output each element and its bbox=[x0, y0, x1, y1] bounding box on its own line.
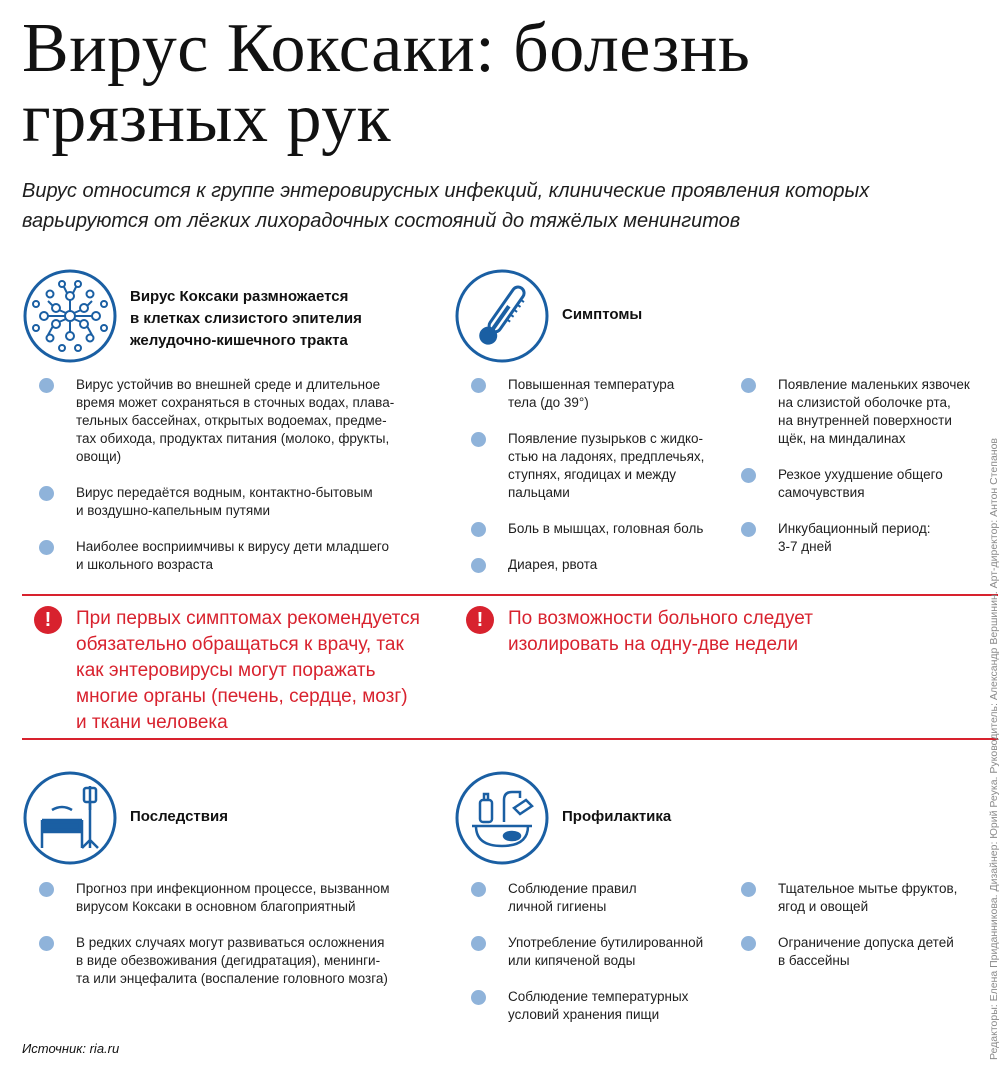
subtitle: Вирус относится к группе энтеровирусных инфекций, клинические проявления которых варьируются от лёгких лихорадочных состояний до тяжёлых менингитов bbox=[22, 180, 870, 232]
bullet-dot bbox=[471, 432, 486, 447]
bullet-dot bbox=[39, 486, 54, 501]
bullet-dot bbox=[471, 882, 486, 897]
title-line-1: Вирус Коксаки: болезнь bbox=[22, 10, 751, 87]
list-item: Вирус устойчив во внешней среде и длительное время может сохраняться в сточных водах, плава- тельных бассейнах, открытых водоемах, предме- тах обихода, продуктах питания (молоко, фрукты, овощи) bbox=[76, 376, 396, 466]
bullet-dot bbox=[741, 882, 756, 897]
list-item: Резкое ухудшение общего самочувствия bbox=[778, 466, 978, 502]
consequences-title: Последствия bbox=[130, 808, 228, 825]
symptoms-title: Симптомы bbox=[562, 306, 643, 323]
bullet-dot bbox=[39, 882, 54, 897]
virus-cells-icon bbox=[22, 268, 118, 364]
bullet-dot bbox=[471, 990, 486, 1005]
bullet-dot bbox=[741, 522, 756, 537]
prevention-title: Профилактика bbox=[562, 808, 672, 825]
list-item: Диарея, рвота bbox=[508, 556, 728, 574]
bullet-dot bbox=[471, 378, 486, 393]
page-title bbox=[22, 10, 922, 157]
list-item: Ограничение допуска детей в бассейны bbox=[778, 934, 978, 970]
list-item: Наиболее восприимчивы к вирусу дети младшего и школьного возраста bbox=[76, 538, 396, 574]
bullet-dot bbox=[39, 936, 54, 951]
virus-title: Вирус Коксаки размножается в клетках слизистого эпителия желудочно-кишечного тракта bbox=[130, 288, 362, 349]
title-line-2: грязных рук bbox=[22, 80, 392, 157]
source-note: Источник: ria.ru bbox=[22, 1041, 120, 1056]
list-item: Прогноз при инфекционном процессе, вызванном вирусом Коксаки в основном благоприятный bbox=[76, 880, 406, 916]
bullet-dot bbox=[471, 936, 486, 951]
list-item: Инкубационный период: 3-7 дней bbox=[778, 520, 978, 556]
bullet-dot bbox=[741, 468, 756, 483]
warning-text: При первых симптомах рекомендуется обязательно обращаться к врачу, так как энтеровирусы могут поражать многие органы (печень, сердце, мозг) и ткани человека bbox=[76, 608, 420, 733]
list-item: Тщательное мытье фруктов, ягод и овощей bbox=[778, 880, 978, 916]
bullet-dot bbox=[39, 378, 54, 393]
list-item: Вирус передаётся водным, контактно-бытовым и воздушно-капельным путями bbox=[76, 484, 396, 520]
alert-icon: ! bbox=[34, 606, 62, 634]
bullet-dot bbox=[39, 540, 54, 555]
bullet-dot bbox=[741, 936, 756, 951]
bullet-dot bbox=[741, 378, 756, 393]
hygiene-sink-icon bbox=[454, 770, 550, 866]
divider-top bbox=[22, 594, 998, 596]
list-item: Боль в мышцах, головная боль bbox=[508, 520, 728, 538]
list-item: В редких случаях могут развиваться осложнения в виде обезвоживания (дегидратация), менинги- та или энцефалита (воспаление головного мозга) bbox=[76, 934, 406, 988]
credits: Редакторы: Елена Приданникова. Дизайнер: Юрий Реука. Руководитель: Александр Вершинин. Арт-директор: Антон Степанов bbox=[988, 438, 1000, 1060]
hospital-bed-icon bbox=[22, 770, 118, 866]
warning-text: По возможности больного следует изолировать на одну-две недели bbox=[508, 608, 813, 655]
bullet-dot bbox=[471, 522, 486, 537]
list-item: Появление пузырьков с жидко- стью на ладонях, предплечьях, ступнях, ягодицах и между пальцами bbox=[508, 430, 728, 502]
list-item: Соблюдение правил личной гигиены bbox=[508, 880, 728, 916]
thermometer-icon bbox=[454, 268, 550, 364]
list-item: Соблюдение температурных условий хранения пищи bbox=[508, 988, 728, 1024]
bullet-dot bbox=[471, 558, 486, 573]
divider-bottom bbox=[22, 738, 998, 740]
list-item: Употребление бутилированной или кипяченой воды bbox=[508, 934, 728, 970]
alert-icon: ! bbox=[466, 606, 494, 634]
list-item: Повышенная температура тела (до 39°) bbox=[508, 376, 728, 412]
list-item: Появление маленьких язвочек на слизистой оболочке рта, на внутренней поверхности щёк, на миндалинах bbox=[778, 376, 978, 448]
